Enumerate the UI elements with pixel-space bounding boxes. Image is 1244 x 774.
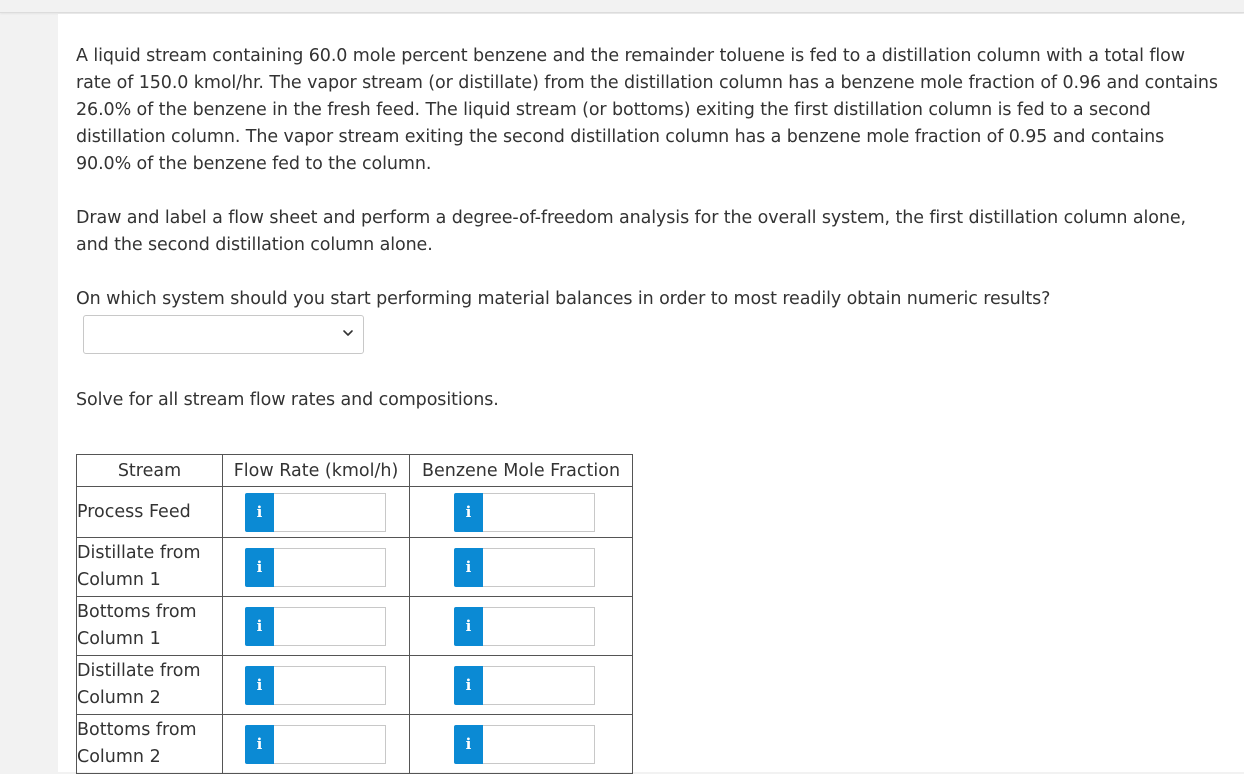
info-icon[interactable]: i <box>454 725 483 764</box>
system-question: On which system should you start performing material balances in order to most readily obtain numeric results? <box>76 289 1051 309</box>
stream-label: Distillate from Column 1 <box>77 538 223 597</box>
table-row <box>77 487 633 538</box>
header-stream: Stream <box>77 455 223 487</box>
flow-rate-input[interactable] <box>274 666 386 705</box>
stream-label: Process Feed <box>77 487 223 538</box>
flow-rate-input[interactable] <box>274 493 386 532</box>
flow-rate-input[interactable] <box>274 725 386 764</box>
stream-label: Bottoms from Column 1 <box>77 597 223 656</box>
info-icon[interactable]: i <box>245 607 274 646</box>
chevron-down-icon <box>342 327 354 339</box>
flow-rate-input[interactable] <box>274 607 386 646</box>
system-select[interactable] <box>83 315 364 354</box>
benzene-fraction-input[interactable] <box>483 548 595 587</box>
question-card <box>58 14 1244 772</box>
instructions: Draw and label a flow sheet and perform a degree-of-freedom analysis for the overall system, the first distillation column alone, and the second distillation column alone. <box>76 208 1186 255</box>
table-row <box>77 715 633 774</box>
solve-prompt: Solve for all stream flow rates and compositions. <box>76 390 499 410</box>
stream-label: Distillate from Column 2 <box>77 656 223 715</box>
info-icon[interactable]: i <box>245 548 274 587</box>
info-icon[interactable]: i <box>245 493 274 532</box>
table-row <box>77 597 633 656</box>
header-flow-rate: Flow Rate (kmol/h) <box>223 455 410 487</box>
benzene-fraction-input[interactable] <box>483 493 595 532</box>
stream-table <box>76 454 633 774</box>
info-icon[interactable]: i <box>245 666 274 705</box>
info-icon[interactable]: i <box>454 666 483 705</box>
benzene-fraction-input[interactable] <box>483 666 595 705</box>
problem-statement: A liquid stream containing 60.0 mole percent benzene and the remainder toluene is fed to a distillation column with a total flow rate of 150.0 kmol/hr. The vapor stream (or distillate) from the distillation column has a benzene mole fraction of 0.96 and contains 26.0% of the benzene in the fresh feed. The liquid stream (or bottoms) exiting the first distillation column is fed to a second distillation column. The vapor stream exiting the second distillation column has a benzene mole fraction of 0.95 and contains 90.0% of the benzene fed to the column. <box>76 46 1218 174</box>
stream-label: Bottoms from Column 2 <box>77 715 223 774</box>
header-benzene-fraction: Benzene Mole Fraction <box>410 455 633 487</box>
benzene-fraction-input[interactable] <box>483 725 595 764</box>
top-bar <box>0 0 1244 13</box>
table-row <box>77 656 633 715</box>
table-row <box>77 538 633 597</box>
info-icon[interactable]: i <box>454 607 483 646</box>
benzene-fraction-input[interactable] <box>483 607 595 646</box>
flow-rate-input[interactable] <box>274 548 386 587</box>
info-icon[interactable]: i <box>245 725 274 764</box>
info-icon[interactable]: i <box>454 548 483 587</box>
info-icon[interactable]: i <box>454 493 483 532</box>
